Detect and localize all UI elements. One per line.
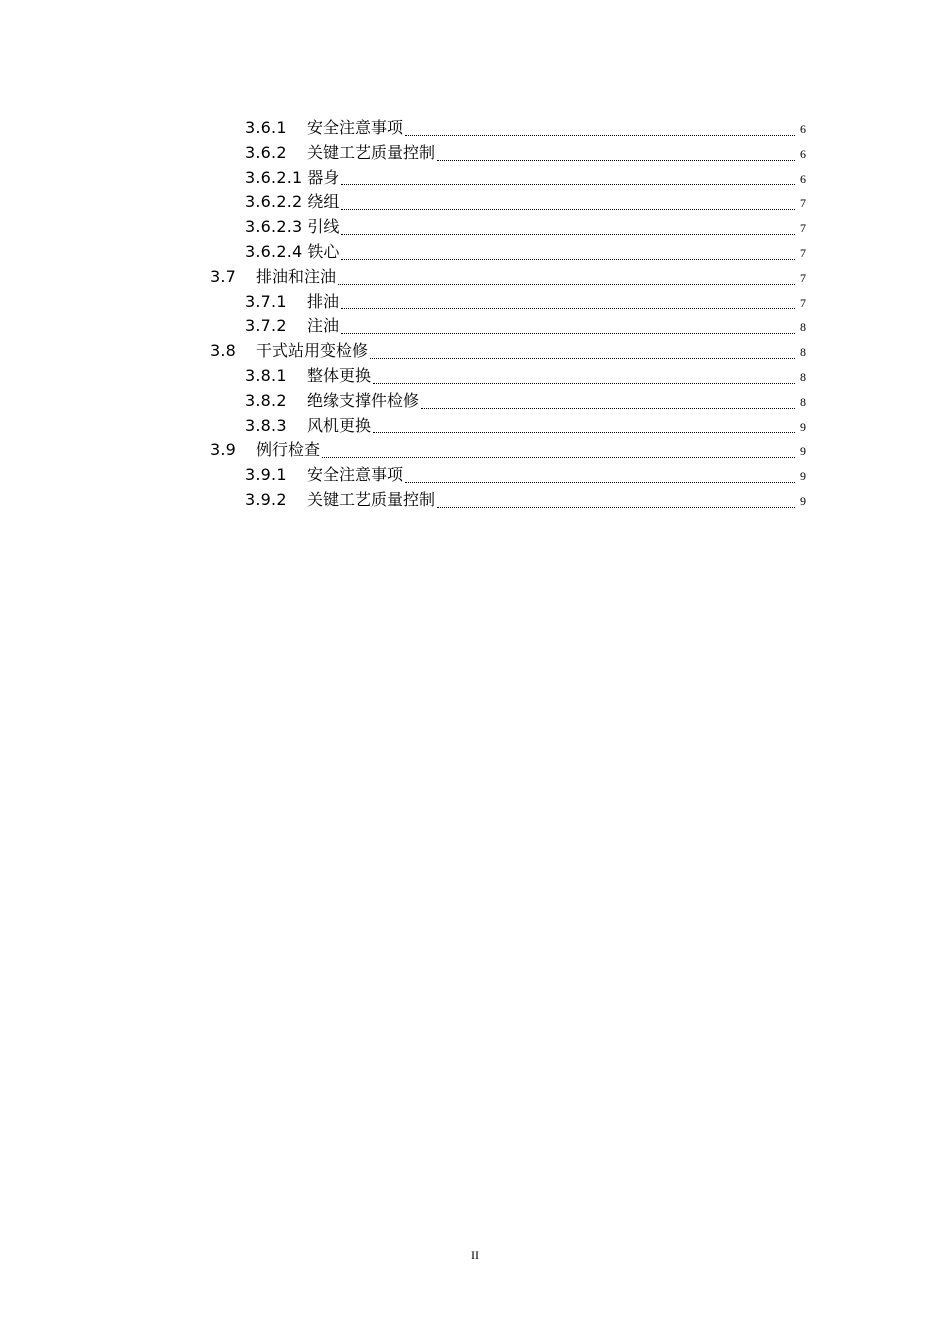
toc-entry-number: 3.9.1 [245, 465, 287, 485]
toc-entry-title: 注油 [307, 316, 340, 336]
dot-leader [341, 209, 795, 210]
toc-entry[interactable] [210, 414, 806, 439]
toc-entry-number: 3.6.2.1 [245, 167, 303, 187]
dot-leader [370, 358, 795, 359]
toc-entry[interactable] [210, 389, 806, 414]
toc-entry-page: 6 [800, 122, 806, 136]
toc-entry[interactable] [210, 240, 806, 265]
toc-entry[interactable] [210, 141, 806, 166]
toc-entry[interactable] [210, 463, 806, 488]
dot-leader [405, 482, 795, 483]
toc-entry[interactable] [210, 265, 806, 290]
toc-entry[interactable] [210, 314, 806, 339]
dot-leader [341, 259, 795, 260]
toc-entry-title: 绝缘支撑件检修 [307, 390, 420, 410]
toc-entry-page: 9 [800, 493, 806, 508]
toc-entry-page: 7 [800, 295, 806, 310]
toc-entry-title: 引线 [307, 217, 340, 237]
dot-leader [437, 507, 795, 508]
toc-entry-page: 9 [800, 419, 806, 434]
toc-entry-number: 3.6.2 [245, 142, 287, 162]
dot-leader [341, 184, 795, 185]
toc-entry[interactable] [210, 488, 806, 513]
toc-entry-page: 8 [800, 369, 806, 384]
toc-entry-page: 7 [800, 221, 806, 236]
toc-entry-page: 9 [800, 469, 806, 484]
toc-entry[interactable] [210, 215, 806, 240]
toc-entry-page: 7 [800, 196, 806, 211]
toc-entry[interactable] [210, 339, 806, 364]
toc-entry[interactable] [210, 290, 806, 315]
dot-leader [373, 383, 795, 384]
toc-entry-number: 3.7 [210, 266, 237, 286]
toc-entry-number: 3.6.2.4 [245, 241, 303, 261]
toc-entry-number: 3.7.2 [245, 316, 287, 336]
toc-entry-page: 6 [800, 171, 806, 186]
toc-entry[interactable] [210, 190, 806, 215]
page-number: II [471, 1248, 479, 1262]
toc-entry-number: 3.8.2 [245, 390, 287, 410]
table-of-contents [210, 116, 806, 513]
toc-entry-number: 3.6.2.2 [245, 192, 303, 212]
toc-entry-page: 9 [800, 444, 806, 459]
toc-entry-number: 3.6.2.3 [245, 217, 303, 237]
toc-entry-title: 绕组 [307, 192, 340, 212]
toc-entry-title: 排油 [307, 291, 340, 311]
dot-leader [322, 457, 795, 458]
dot-leader [437, 160, 795, 161]
toc-entry-title: 安全注意事项 [307, 118, 404, 137]
toc-entry-number: 3.8 [210, 341, 237, 361]
toc-entry-number: 3.6.1 [245, 118, 287, 137]
toc-entry-number: 3.8.1 [245, 365, 287, 385]
dot-leader [405, 135, 795, 136]
toc-entry-title: 整体更换 [307, 365, 372, 385]
toc-entry-title: 铁心 [307, 241, 340, 261]
dot-leader [341, 234, 795, 235]
dot-leader [341, 308, 795, 309]
toc-entry-page: 7 [800, 270, 806, 285]
toc-entry-page: 7 [800, 245, 806, 260]
toc-entry-title: 例行检查 [256, 440, 321, 460]
toc-entry-page: 8 [800, 394, 806, 409]
toc-entry-title: 干式站用变检修 [256, 341, 369, 361]
toc-entry-number: 3.8.3 [245, 415, 287, 435]
dot-leader [373, 432, 795, 433]
toc-entry[interactable] [210, 166, 806, 191]
toc-entry-title: 安全注意事项 [307, 465, 404, 485]
toc-entry-title: 关键工艺质量控制 [307, 142, 436, 162]
toc-entry-page: 6 [800, 146, 806, 161]
toc-entry[interactable] [210, 116, 806, 141]
toc-entry-title: 器身 [307, 167, 340, 187]
toc-entry-number: 3.7.1 [245, 291, 287, 311]
dot-leader [341, 333, 795, 334]
toc-entry-title: 风机更换 [307, 415, 372, 435]
toc-entry-number: 3.9 [210, 440, 237, 460]
toc-entry[interactable] [210, 364, 806, 389]
dot-leader [421, 408, 795, 409]
dot-leader [338, 284, 795, 285]
toc-entry-page: 8 [800, 345, 806, 360]
toc-entry[interactable] [210, 438, 806, 463]
toc-entry-title: 关键工艺质量控制 [307, 489, 436, 509]
toc-entry-title: 排油和注油 [256, 266, 337, 286]
toc-entry-page: 8 [800, 320, 806, 335]
toc-entry-number: 3.9.2 [245, 489, 287, 509]
